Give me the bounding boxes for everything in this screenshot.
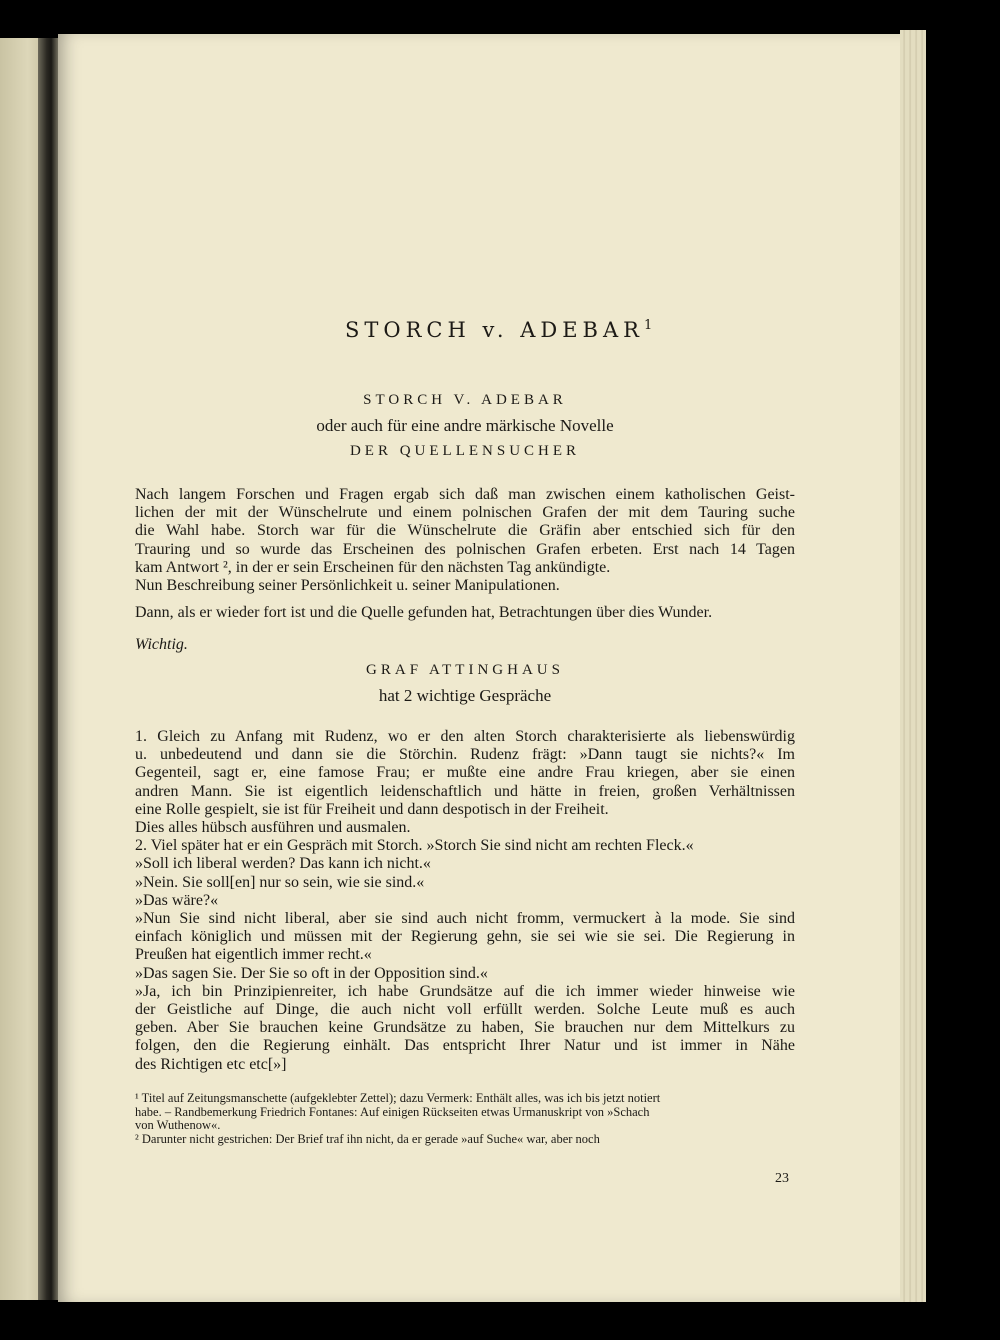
paragraph-3-line: »Soll ich liberal werden? Das kann ich nicht.«: [135, 855, 431, 873]
paragraph-3-line: 2. Viel später hat er ein Gespräch mit Storch. »Storch Sie sind nicht am rechten Fleck.«: [135, 837, 694, 855]
page-number: 23: [775, 1171, 789, 1186]
paragraph-3-line: eine Rolle gespielt, sie ist für Freiheit und dann despotisch in der Freiheit.: [135, 800, 609, 818]
paragraph-3-line: Gegenteil, sagt er, eine famose Frau; er mußte eine andre Frau kriegen, aber sie einen: [135, 764, 795, 782]
wichtig-label: [135, 636, 795, 654]
paragraph-1-line: kam Antwort ², in der er sein Erscheinen für den nächsten Tag ankündigte.: [135, 558, 611, 576]
footnote-line: ¹ Titel auf Zeitungsmanschette (aufgeklebter Zettel); dazu Vermerk: Enthält alles, was ich bis jetzt notiert: [135, 1091, 661, 1105]
paragraph-2: [135, 604, 795, 622]
paragraph-3-line: »Ja, ich bin Prinzipienreiter, ich habe Grundsätze auf die ich immer wieder hinweise wie: [135, 982, 795, 1000]
section-subheading-quellensucher: DER QUELLENSUCHER: [349, 443, 581, 459]
footnote-line: von Wuthenow«.: [135, 1118, 221, 1132]
paragraph-3-line: Preußen hat eigentlich immer recht.«: [135, 946, 372, 964]
paragraph-3-line: »Nun Sie sind nicht liberal, aber sie sind auch nicht fromm, vermuckert à la mode. Sie sind: [135, 910, 795, 928]
title-text: STORCH v. ADEBAR: [345, 318, 644, 342]
paragraph-3-line: »Das wäre?«: [135, 891, 219, 909]
section-heading-attinghaus: GRAF ATTINGHAUS: [366, 662, 564, 678]
footnote-line: habe. – Randbemerkung Friedrich Fontanes: Auf einigen Rückseiten etwas Urmanuskript von »Schach: [135, 1104, 650, 1119]
paragraph-1: [135, 486, 795, 595]
paragraph-3-line: »Das sagen Sie. Der Sie so oft in der Opposition sind.«: [135, 964, 488, 982]
page-stack-edge: [900, 30, 926, 1302]
title-footnote-mark: 1: [643, 318, 653, 333]
paragraph-3-line: der Geistliche auf Dinge, die auch nicht voll erfüllt werden. Solche Leute muß es auch: [135, 1001, 795, 1019]
page-title: [345, 318, 652, 342]
paragraph-3-line: u. unbedeutend und dann sie die Störchin. Rudenz frägt: »Dann taugt sie nichts?« Im: [135, 746, 795, 764]
paragraph-1-line: lichen der mit der Wünschelrute und einem polnischen Grafen der mit dem Tauring suche: [135, 504, 795, 522]
paragraph-3-line: andren Mann. Sie ist eigentlich leidenschaftlich und hätte in freien, großen Verhältnissen: [135, 782, 795, 800]
paragraph-3-line: Dies alles hübsch ausführen und ausmalen.: [135, 819, 411, 837]
paragraph-3-line: geben. Aber Sie brauchen keine Grundsätze zu haben, Sie brauchen nur dem Mittelkurs zu: [135, 1019, 795, 1037]
paragraph-1-line: Nun Beschreibung seiner Persönlichkeit u. seiner Manipulationen.: [135, 577, 560, 595]
paragraph-3-line: 1. Gleich zu Anfang mit Rudenz, wo er den alten Storch charakterisierte als liebenswürdig: [135, 728, 795, 745]
book-gutter: [38, 38, 60, 1300]
paragraph-3-line: folgen, den die Regierung einhält. Das entspricht Ihrer Natur und ist immer in Nähe: [135, 1037, 795, 1055]
section-subtitle-gespraeche: hat 2 wichtige Gespräche: [378, 686, 552, 705]
paragraph-1-line: Trauring und so wurde das Erscheinen des polnischen Grafen erbeten. Erst nach 14 Tagen: [135, 540, 795, 558]
section-subtitle-novelle: oder auch für eine andre märkische Novelle: [316, 416, 614, 435]
paragraph-1-line: Nach langem Forschen und Fragen ergab sich daß man zwischen einem katholischen Geist-: [135, 486, 795, 503]
paragraph-3-line: des Richtigen etc etc[»]: [135, 1055, 287, 1073]
paragraph-3-line: einfach königlich und müssen mit der Regierung gehn, sie sei wie sie sei. Die Regierung in: [135, 928, 795, 946]
footnote-line: ² Darunter nicht gestrichen: Der Brief traf ihn nicht, da er gerade »auf Suche« war, aber noch: [135, 1131, 600, 1146]
facing-page-edge: [0, 38, 40, 1300]
wichtig-text: Wichtig.: [135, 636, 188, 653]
footnotes: [135, 1092, 795, 1146]
paragraph-3: [135, 728, 795, 1074]
paragraph-2-line: Dann, als er wieder fort ist und die Quelle gefunden hat, Betrachtungen über dies Wunder.: [135, 604, 713, 621]
paragraph-3-line: »Nein. Sie soll[en] nur so sein, wie sie sind.«: [135, 873, 425, 891]
section-heading-storch: STORCH V. ADEBAR: [363, 392, 567, 408]
paragraph-1-line: die Wahl habe. Storch war für die Wünschelrute die Gräfin aber entschied sich für den: [135, 522, 795, 540]
